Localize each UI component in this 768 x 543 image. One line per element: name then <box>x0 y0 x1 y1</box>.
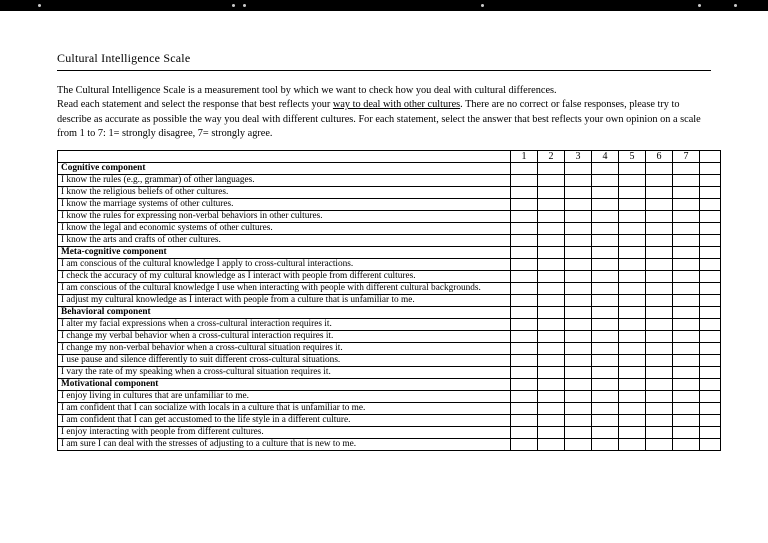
answer-cell-1 <box>511 186 538 198</box>
answer-cell-5 <box>619 330 646 342</box>
answer-cell-6 <box>646 258 673 270</box>
answer-cell-7 <box>673 282 700 294</box>
answer-cell-6 <box>646 234 673 246</box>
answer-cell-5 <box>619 198 646 210</box>
answer-cell-3 <box>565 234 592 246</box>
blank-cell <box>700 390 721 402</box>
answer-cell-6 <box>646 186 673 198</box>
answer-cell-7 <box>673 438 700 450</box>
answer-cell-5 <box>619 354 646 366</box>
answer-cell-5 <box>619 390 646 402</box>
answer-cell-1 <box>511 354 538 366</box>
answer-cell-2 <box>538 330 565 342</box>
blank-cell <box>700 162 721 174</box>
answer-cell-3 <box>565 414 592 426</box>
statement-row <box>58 210 721 222</box>
statement-text: I enjoy living in cultures that are unfamiliar to me. <box>58 390 511 402</box>
answer-cell-3 <box>565 426 592 438</box>
answer-cell-4 <box>592 414 619 426</box>
statement-row <box>58 342 721 354</box>
blank-cell <box>700 438 721 450</box>
statement-text: I am confident that I can get accustomed to the life style in a different culture. <box>58 414 511 426</box>
answer-cell-5 <box>619 438 646 450</box>
scale-header-blank <box>700 150 721 162</box>
answer-cell-6 <box>646 294 673 306</box>
answer-cell-3 <box>565 270 592 282</box>
statement-text: I know the rules for expressing non-verbal behaviors in other cultures. <box>58 210 511 222</box>
statement-row <box>58 426 721 438</box>
scale-header-spacer <box>58 150 511 162</box>
answer-cell-4 <box>592 222 619 234</box>
answer-cell-4 <box>592 282 619 294</box>
blank-cell <box>700 306 721 318</box>
blank-cell <box>700 402 721 414</box>
answer-cell-3 <box>565 258 592 270</box>
answer-cell-5 <box>619 186 646 198</box>
answer-cell-3 <box>565 198 592 210</box>
intro-text-b: . There are no correct or false responses, please try to describe as accurate as possible the way you deal with different cultures. For each statement, select the answer that best reflects your own opinion on a scale from 1 to 7: 1= strongly disagree, 7= strongly agree. <box>57 99 701 140</box>
answer-cell-6 <box>646 246 673 258</box>
answer-cell-5 <box>619 342 646 354</box>
intro-paragraph <box>57 84 711 142</box>
answer-cell-2 <box>538 234 565 246</box>
statement-text: I vary the rate of my speaking when a cross-cultural situation requires it. <box>58 366 511 378</box>
statement-row <box>58 282 721 294</box>
answer-cell-4 <box>592 258 619 270</box>
blank-cell <box>700 174 721 186</box>
statement-text: I know the rules (e.g., grammar) of other languages. <box>58 174 511 186</box>
answer-cell-3 <box>565 438 592 450</box>
answer-cell-7 <box>673 210 700 222</box>
answer-cell-7 <box>673 414 700 426</box>
answer-cell-4 <box>592 426 619 438</box>
answer-cell-2 <box>538 354 565 366</box>
answer-cell-2 <box>538 210 565 222</box>
answer-cell-1 <box>511 366 538 378</box>
intro-line-1: The Cultural Intelligence Scale is a measurement tool by which we want to check how you deal with cultural differences. <box>57 85 557 96</box>
answer-cell-1 <box>511 414 538 426</box>
statement-row <box>58 294 721 306</box>
answer-cell-6 <box>646 378 673 390</box>
answer-cell-1 <box>511 294 538 306</box>
title-rule <box>57 49 711 71</box>
answer-cell-4 <box>592 246 619 258</box>
topbar-mark-2 <box>232 4 235 7</box>
answer-cell-4 <box>592 210 619 222</box>
statement-text: I use pause and silence differently to suit different cross-cultural situations. <box>58 354 511 366</box>
blank-cell <box>700 330 721 342</box>
answer-cell-1 <box>511 438 538 450</box>
answer-cell-5 <box>619 378 646 390</box>
answer-cell-5 <box>619 162 646 174</box>
answer-cell-3 <box>565 378 592 390</box>
statement-text: I am sure I can deal with the stresses of adjusting to a culture that is new to me. <box>58 438 511 450</box>
statement-text: I know the marriage systems of other cultures. <box>58 198 511 210</box>
answer-cell-1 <box>511 222 538 234</box>
section-row <box>58 162 721 174</box>
answer-cell-1 <box>511 378 538 390</box>
answer-cell-7 <box>673 294 700 306</box>
blank-cell <box>700 186 721 198</box>
scale-header-3: 3 <box>565 150 592 162</box>
answer-cell-7 <box>673 318 700 330</box>
answer-cell-1 <box>511 426 538 438</box>
answer-cell-7 <box>673 258 700 270</box>
answer-cell-2 <box>538 246 565 258</box>
statement-row <box>58 186 721 198</box>
answer-cell-7 <box>673 378 700 390</box>
statement-row <box>58 402 721 414</box>
answer-cell-2 <box>538 186 565 198</box>
statement-row <box>58 270 721 282</box>
answer-cell-5 <box>619 318 646 330</box>
answer-cell-2 <box>538 390 565 402</box>
answer-cell-6 <box>646 270 673 282</box>
statement-text: I am confident that I can socialize with locals in a culture that is unfamiliar to me. <box>58 402 511 414</box>
answer-cell-4 <box>592 198 619 210</box>
scale-header-7: 7 <box>673 150 700 162</box>
answer-cell-3 <box>565 210 592 222</box>
section-label: Meta-cognitive component <box>58 246 511 258</box>
answer-cell-2 <box>538 318 565 330</box>
answer-cell-4 <box>592 390 619 402</box>
answer-cell-7 <box>673 270 700 282</box>
answer-cell-6 <box>646 402 673 414</box>
questionnaire-table <box>57 150 721 451</box>
blank-cell <box>700 366 721 378</box>
section-row <box>58 306 721 318</box>
answer-cell-6 <box>646 438 673 450</box>
blank-cell <box>700 414 721 426</box>
answer-cell-3 <box>565 366 592 378</box>
answer-cell-4 <box>592 174 619 186</box>
statement-row <box>58 198 721 210</box>
answer-cell-5 <box>619 174 646 186</box>
answer-cell-5 <box>619 246 646 258</box>
answer-cell-1 <box>511 318 538 330</box>
answer-cell-1 <box>511 342 538 354</box>
answer-cell-4 <box>592 438 619 450</box>
answer-cell-3 <box>565 174 592 186</box>
intro-underlined-phrase: way to deal with other cultures <box>332 99 461 111</box>
answer-cell-3 <box>565 162 592 174</box>
answer-cell-7 <box>673 186 700 198</box>
answer-cell-6 <box>646 318 673 330</box>
answer-cell-6 <box>646 390 673 402</box>
answer-cell-2 <box>538 258 565 270</box>
answer-cell-4 <box>592 270 619 282</box>
answer-cell-6 <box>646 282 673 294</box>
topbar-mark-5 <box>698 4 701 7</box>
section-row <box>58 378 721 390</box>
answer-cell-1 <box>511 330 538 342</box>
scale-header-row <box>58 150 721 162</box>
answer-cell-1 <box>511 282 538 294</box>
answer-cell-2 <box>538 306 565 318</box>
blank-cell <box>700 270 721 282</box>
answer-cell-2 <box>538 282 565 294</box>
answer-cell-2 <box>538 378 565 390</box>
statement-text: I change my verbal behavior when a cross-cultural interaction requires it. <box>58 330 511 342</box>
answer-cell-2 <box>538 402 565 414</box>
answer-cell-6 <box>646 366 673 378</box>
answer-cell-2 <box>538 426 565 438</box>
answer-cell-5 <box>619 414 646 426</box>
blank-cell <box>700 234 721 246</box>
blank-cell <box>700 210 721 222</box>
answer-cell-3 <box>565 342 592 354</box>
answer-cell-1 <box>511 402 538 414</box>
answer-cell-2 <box>538 270 565 282</box>
answer-cell-2 <box>538 162 565 174</box>
answer-cell-7 <box>673 234 700 246</box>
scale-header-5: 5 <box>619 150 646 162</box>
answer-cell-4 <box>592 342 619 354</box>
answer-cell-4 <box>592 186 619 198</box>
answer-cell-3 <box>565 354 592 366</box>
answer-cell-3 <box>565 246 592 258</box>
answer-cell-7 <box>673 330 700 342</box>
statement-text: I know the legal and economic systems of other cultures. <box>58 222 511 234</box>
answer-cell-3 <box>565 282 592 294</box>
answer-cell-7 <box>673 402 700 414</box>
section-label: Cognitive component <box>58 162 511 174</box>
blank-cell <box>700 426 721 438</box>
answer-cell-4 <box>592 318 619 330</box>
statement-row <box>58 318 721 330</box>
answer-cell-6 <box>646 198 673 210</box>
answer-cell-1 <box>511 162 538 174</box>
answer-cell-6 <box>646 306 673 318</box>
answer-cell-3 <box>565 294 592 306</box>
answer-cell-5 <box>619 306 646 318</box>
answer-cell-4 <box>592 378 619 390</box>
answer-cell-1 <box>511 270 538 282</box>
answer-cell-6 <box>646 342 673 354</box>
answer-cell-5 <box>619 270 646 282</box>
answer-cell-5 <box>619 282 646 294</box>
answer-cell-2 <box>538 342 565 354</box>
section-row <box>58 246 721 258</box>
scale-header-6: 6 <box>646 150 673 162</box>
answer-cell-6 <box>646 222 673 234</box>
intro-text-a: Read each statement and select the response that best reflects your <box>57 99 333 111</box>
answer-cell-4 <box>592 354 619 366</box>
answer-cell-4 <box>592 234 619 246</box>
statement-row <box>58 234 721 246</box>
answer-cell-1 <box>511 198 538 210</box>
answer-cell-1 <box>511 246 538 258</box>
statement-row <box>58 222 721 234</box>
answer-cell-2 <box>538 438 565 450</box>
answer-cell-4 <box>592 162 619 174</box>
answer-cell-5 <box>619 426 646 438</box>
answer-cell-6 <box>646 354 673 366</box>
answer-cell-6 <box>646 162 673 174</box>
statement-row <box>58 174 721 186</box>
answer-cell-7 <box>673 162 700 174</box>
statement-row <box>58 258 721 270</box>
topbar-mark-1 <box>38 4 41 7</box>
blank-cell <box>700 342 721 354</box>
answer-cell-3 <box>565 306 592 318</box>
statement-row <box>58 354 721 366</box>
statement-text: I check the accuracy of my cultural knowledge as I interact with people from different cultures. <box>58 270 511 282</box>
blank-cell <box>700 222 721 234</box>
statement-text: I know the arts and crafts of other cultures. <box>58 234 511 246</box>
answer-cell-1 <box>511 258 538 270</box>
statement-text: I know the religious beliefs of other cultures. <box>58 186 511 198</box>
blank-cell <box>700 198 721 210</box>
statement-text: I change my non-verbal behavior when a cross-cultural situation requires it. <box>58 342 511 354</box>
answer-cell-6 <box>646 330 673 342</box>
answer-cell-5 <box>619 258 646 270</box>
topbar-mark-3 <box>243 4 246 7</box>
scale-header-2: 2 <box>538 150 565 162</box>
statement-row <box>58 414 721 426</box>
answer-cell-3 <box>565 186 592 198</box>
answer-cell-3 <box>565 390 592 402</box>
answer-cell-2 <box>538 174 565 186</box>
section-label: Motivational component <box>58 378 511 390</box>
statement-row <box>58 390 721 402</box>
answer-cell-4 <box>592 366 619 378</box>
viewer-topbar <box>0 0 768 11</box>
answer-cell-6 <box>646 426 673 438</box>
statement-text: I am conscious of the cultural knowledge I use when interacting with people with different cultural backgrounds. <box>58 282 511 294</box>
scale-header-1: 1 <box>511 150 538 162</box>
answer-cell-2 <box>538 222 565 234</box>
answer-cell-3 <box>565 330 592 342</box>
answer-cell-1 <box>511 210 538 222</box>
statement-row <box>58 366 721 378</box>
statement-row <box>58 438 721 450</box>
answer-cell-1 <box>511 174 538 186</box>
answer-cell-2 <box>538 198 565 210</box>
blank-cell <box>700 294 721 306</box>
blank-cell <box>700 354 721 366</box>
answer-cell-6 <box>646 210 673 222</box>
answer-cell-5 <box>619 234 646 246</box>
answer-cell-7 <box>673 366 700 378</box>
page-title: Cultural Intelligence Scale <box>57 51 191 65</box>
answer-cell-7 <box>673 390 700 402</box>
scale-header-4: 4 <box>592 150 619 162</box>
blank-cell <box>700 378 721 390</box>
document-page <box>0 11 768 451</box>
statement-text: I adjust my cultural knowledge as I interact with people from a culture that is unfamiliar to me. <box>58 294 511 306</box>
answer-cell-3 <box>565 222 592 234</box>
answer-cell-5 <box>619 210 646 222</box>
answer-cell-7 <box>673 198 700 210</box>
answer-cell-7 <box>673 222 700 234</box>
blank-cell <box>700 258 721 270</box>
answer-cell-7 <box>673 306 700 318</box>
answer-cell-6 <box>646 414 673 426</box>
answer-cell-1 <box>511 234 538 246</box>
answer-cell-5 <box>619 366 646 378</box>
answer-cell-2 <box>538 414 565 426</box>
statement-text: I am conscious of the cultural knowledge I apply to cross-cultural interactions. <box>58 258 511 270</box>
answer-cell-3 <box>565 318 592 330</box>
statement-row <box>58 330 721 342</box>
answer-cell-4 <box>592 330 619 342</box>
answer-cell-1 <box>511 306 538 318</box>
answer-cell-5 <box>619 402 646 414</box>
answer-cell-6 <box>646 174 673 186</box>
topbar-mark-4 <box>481 4 484 7</box>
answer-cell-2 <box>538 366 565 378</box>
answer-cell-7 <box>673 174 700 186</box>
blank-cell <box>700 282 721 294</box>
answer-cell-4 <box>592 294 619 306</box>
answer-cell-2 <box>538 294 565 306</box>
answer-cell-3 <box>565 402 592 414</box>
blank-cell <box>700 246 721 258</box>
answer-cell-4 <box>592 306 619 318</box>
answer-cell-7 <box>673 354 700 366</box>
topbar-mark-6 <box>734 4 737 7</box>
answer-cell-5 <box>619 222 646 234</box>
blank-cell <box>700 318 721 330</box>
answer-cell-7 <box>673 246 700 258</box>
answer-cell-5 <box>619 294 646 306</box>
answer-cell-4 <box>592 402 619 414</box>
answer-cell-1 <box>511 390 538 402</box>
statement-text: I alter my facial expressions when a cross-cultural interaction requires it. <box>58 318 511 330</box>
statement-text: I enjoy interacting with people from different cultures. <box>58 426 511 438</box>
answer-cell-7 <box>673 426 700 438</box>
section-label: Behavioral component <box>58 306 511 318</box>
answer-cell-7 <box>673 342 700 354</box>
